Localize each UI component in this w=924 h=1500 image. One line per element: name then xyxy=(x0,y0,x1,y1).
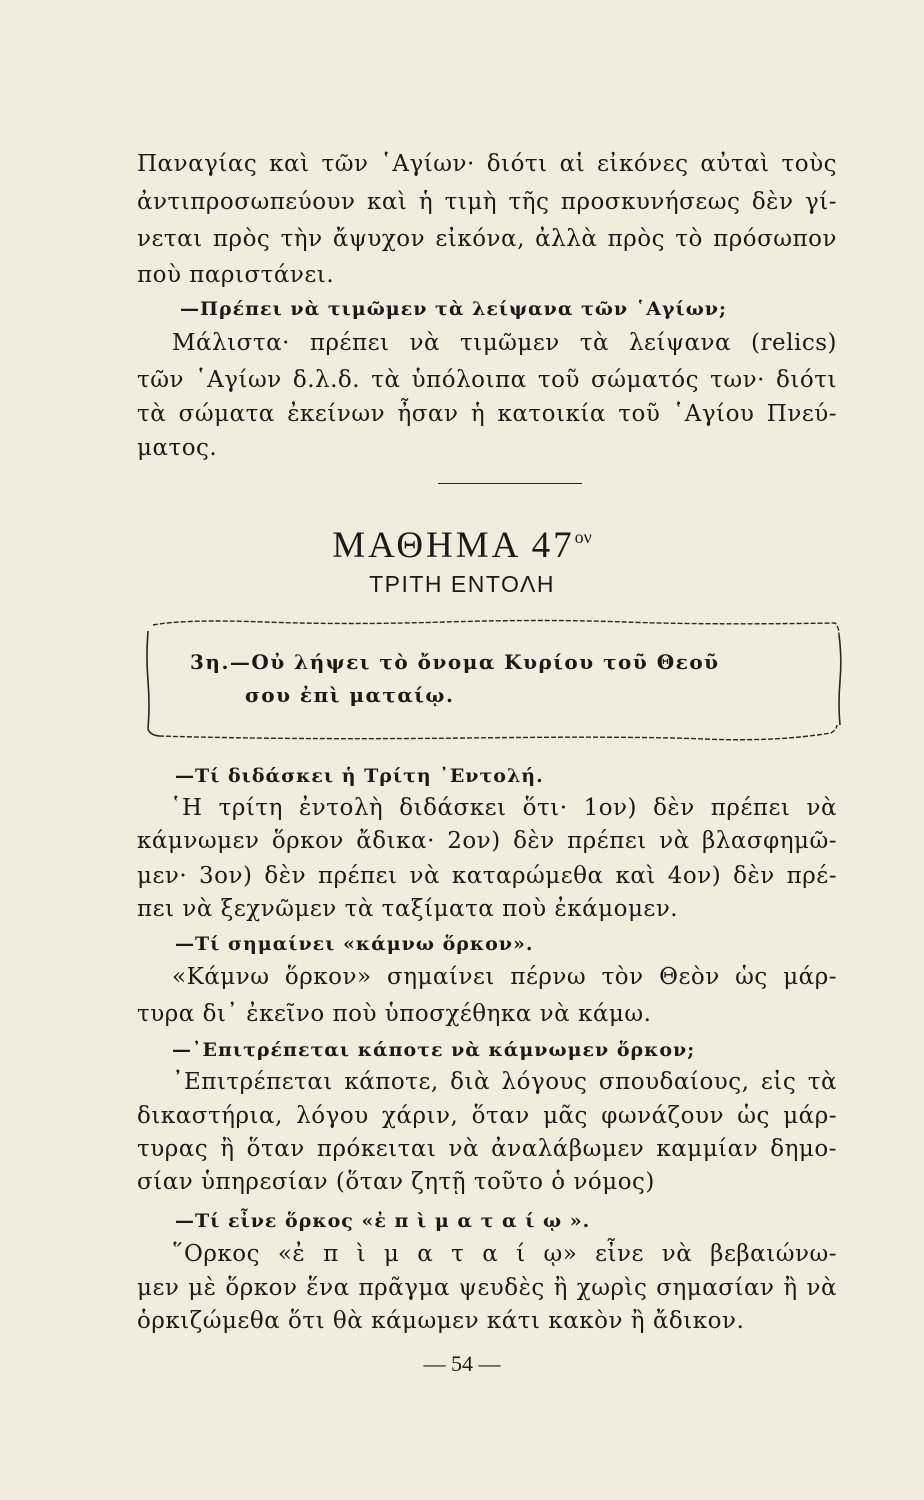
answer-text-line: ᾿Επιτρέπεται κάποτε, διὰ λόγους σπουδαίους, εἰς τὰ xyxy=(172,1069,837,1095)
question-heading: —Τί διδάσκει ἡ Τρίτη ᾿Εντολή. xyxy=(175,765,544,787)
body-text-line: Παναγίας καὶ τῶν ῾Αγίων· διότι αἱ εἰκόνες αὐταὶ τοὺς xyxy=(137,151,837,177)
lesson-subtitle: ΤΡΙΤΗ ΕΝΤΟΛΗ xyxy=(369,571,555,597)
commandment-box xyxy=(145,617,843,741)
lesson-title-suffix: ον xyxy=(574,527,592,547)
body-text-line: ἀντιπροσωπεύουν καὶ ἡ τιμὴ τῆς προσκυνήσεως δὲν γί- xyxy=(137,189,837,215)
commandment-text-line: σου ἐπὶ ματαίῳ. xyxy=(245,683,455,707)
answer-text-line: ῾Η τρίτη ἐντολὴ διδάσκει ὅτι· 1ον) δὲν πρέπει νὰ xyxy=(170,795,837,821)
question-heading: —Τί εἶνε ὅρκος «ἐ π ὶ μ α τ α ί ῳ ». xyxy=(175,1210,591,1232)
answer-text-line: ὁρκιζώμεθα ὅτι θὰ κάμωμεν κάτι κακὸν ἢ ἄδικον. xyxy=(137,1308,745,1334)
page-number: — 54 — xyxy=(423,1351,501,1376)
answer-text-line: ματος. xyxy=(137,435,218,461)
commandment-box-border xyxy=(145,617,843,741)
answer-text-line: τυρας ἢ ὅταν πρόκειται νὰ ἀναλάβωμεν καμμίαν δημο- xyxy=(137,1136,837,1162)
answer-text-line: πει νὰ ξεχνῶμεν τὰ ταξίματα ποὺ ἐκάμομεν. xyxy=(137,896,679,922)
answer-text-line: δικαστήρια, λόγου χάριν, ὅταν μᾶς φωνάζουν ὡς μάρ- xyxy=(137,1103,837,1129)
body-text-line: ποὺ παριστάνει. xyxy=(137,262,335,288)
question-heading: —Πρέπει νὰ τιμῶμεν τὰ λείψανα τῶν ῾Αγίων; xyxy=(180,298,727,320)
lesson-title xyxy=(0,515,924,568)
answer-text-line: μεν· 3ον) δὲν πρέπει νὰ καταρώμεθα καὶ 4ον) δὲν πρέ- xyxy=(137,863,837,889)
answer-text-line: σίαν ὑπηρεσίαν (ὅταν ζητῇ τοῦτο ὁ νόμος) xyxy=(137,1169,655,1195)
commandment-text-line: 3η.—Οὐ λήψει τὸ ὄνομα Κυρίου τοῦ Θεοῦ xyxy=(190,650,720,674)
answer-text-line: μεν μὲ ὅρκον ἕνα πρᾶγμα ψευδὲς ἢ χωρὶς σημασίαν ἢ νὰ xyxy=(137,1275,837,1301)
body-text-line: νεται πρὸς τὴν ἄψυχον εἰκόνα, ἀλλὰ πρὸς τὸ πρόσωπον xyxy=(137,226,837,252)
question-heading: —Τί σημαίνει «κάμνω ὅρκον». xyxy=(175,933,534,955)
answer-text-line: τῶν ῾Αγίων δ.λ.δ. τὰ ὑπόλοιπα τοῦ σώματός των· διότι xyxy=(137,367,837,393)
lesson-title-text: ΜΑΘΗΜΑ 47 xyxy=(332,525,575,566)
answer-text-line: τὰ σώματα ἐκείνων ἦσαν ἡ κατοικία τοῦ ῾Αγίου Πνεύ- xyxy=(137,401,837,427)
answer-text-line: «Κάμνω ὅρκον» σημαίνει πέρνω τὸν Θεὸν ὡς μάρ- xyxy=(172,964,837,990)
answer-text-line: Μάλιστα· πρέπει νὰ τιμῶμεν τὰ λείψανα (relics) xyxy=(172,330,837,356)
answer-text-line: ῞Ορκος «ἐ π ὶ μ α τ α ί ῳ» εἶνε νὰ βεβαιώνω- xyxy=(172,1241,837,1267)
section-divider xyxy=(438,483,582,484)
answer-text-line: τυρα δι᾿ ἐκεῖνο ποὺ ὑποσχέθηκα νὰ κάμω. xyxy=(137,1001,652,1027)
question-heading: —᾿Επιτρέπεται κάποτε νὰ κάμνωμεν ὅρκον; xyxy=(172,1039,696,1061)
answer-text-line: κάμνωμεν ὅρκον ἄδικα· 2ον) δὲν πρέπει νὰ βλασφημῶ- xyxy=(137,828,837,854)
